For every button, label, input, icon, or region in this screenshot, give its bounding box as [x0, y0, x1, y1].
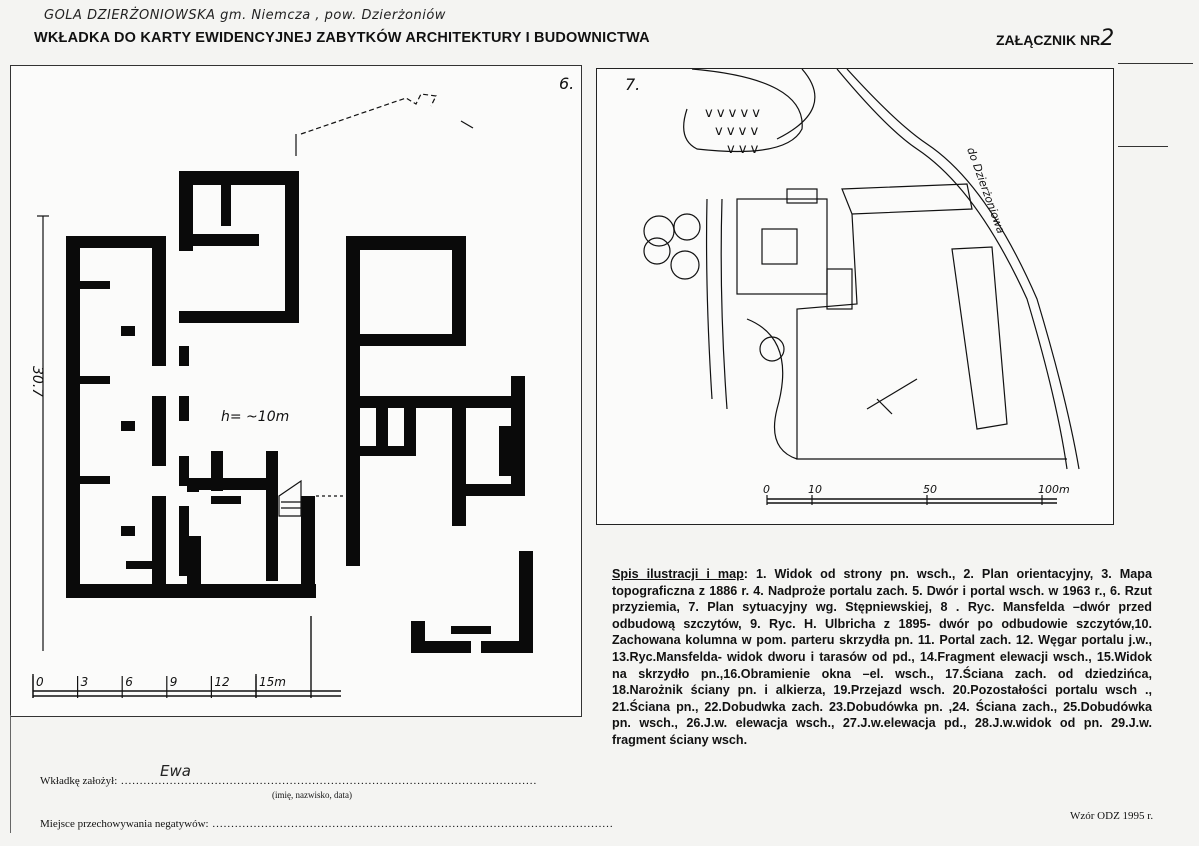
scale-tick-label: 10 — [808, 483, 822, 496]
figure-6-floor-plan — [10, 65, 582, 717]
height-note: h= ~10m — [221, 409, 290, 425]
handwritten-location: GOLA DZIERŻONIOWSKA gm. Niemcza , pow. Dzierżoniów — [44, 8, 446, 23]
dimension-label: 30.7 — [29, 366, 45, 398]
form-frame — [10, 715, 581, 833]
scale-tick-label: 6 — [125, 675, 133, 689]
founder-hint: (imię, nazwisko, data) — [272, 790, 352, 800]
margin-rule — [1118, 63, 1193, 64]
scale-tick-label: 15m — [259, 675, 286, 689]
site-plan-drawing — [597, 69, 1113, 524]
figure-6-number: 6. — [559, 74, 575, 93]
scale-tick-label: 12 — [214, 675, 230, 689]
founder-label: Wkładkę założył: — [40, 775, 118, 787]
floor-plan-drawing — [11, 66, 581, 716]
figure-7-site-plan — [596, 68, 1114, 525]
illustration-list-lead: Spis ilustracji i map — [612, 567, 744, 581]
road-label: do Dzierżoniowa — [964, 145, 1008, 236]
attachment-label — [996, 26, 1114, 51]
margin-rule — [1118, 146, 1168, 147]
svg-text:v v v v v: v v v v v — [705, 106, 760, 121]
founder-value: Ewa — [160, 762, 191, 780]
page-title: WKŁADKA DO KARTY EWIDENCYJNEJ ZABYTKÓW ARCHITEKTURY I BUDOWNICTWA — [34, 30, 650, 46]
negatives-label: Miejsce przechowywania negatywów: — [40, 818, 209, 830]
svg-text:v v v v: v v v v — [715, 124, 759, 139]
scale-tick-label: 50 — [923, 483, 937, 496]
founder-row: Wkładkę założył: ............................................................................................................... — [40, 775, 538, 787]
illustration-list — [612, 566, 1152, 749]
attachment-number: 2 — [1100, 26, 1115, 51]
figure-7-number: 7. — [625, 75, 641, 94]
scale-tick-label: 3 — [80, 675, 89, 689]
scale-tick-label: 0 — [763, 483, 770, 496]
scale-tick-label: 100m — [1038, 483, 1070, 496]
negatives-row: Miejsce przechowywania negatywów: ........................................................................................................... — [40, 818, 614, 830]
form-template-mark: Wzór ODZ 1995 r. — [1070, 810, 1154, 822]
scale-tick-label: 9 — [169, 675, 178, 689]
illustration-list-text: : 1. Widok od strony pn. wsch., 2. Plan orientacyjny, 3. Mapa topograficzna z 1886 r. 4. Nadproże portalu zach. 5. Dwór i portal wsch. w 1963 r., 6. Rzut przyziemia, 7. Plan sytuacyjny wg. Stępniewskiej, 8 . Ryc. Mansfelda –dwór przed odbudową szczytów, 9. Ryc. H. Ulbricha z 1895- dwór po odbudowie szczytów,10. Zachowana kolumna w pom. parteru skrzydła pn. 11. Portal zach. 12. Węgar portalu j.w., 13.Ryc.Mansfelda- widok dworu i tarasów od pd., 14.Fragment elewacji wsch., 15.Widok na skrzydło pn.,16.Obramienie okna –el. wsch., 17.Ściana zach. od dziedzińca, 18.Narożnik ściany pn. i alkierza, 19.Przejazd wsch. 20.Pozostałości portalu wsch ., 21.Ściana pn., 22.Dobudwka zach. 23.Dobudówka pn. ,24. Ściana zach., 25.Dobudówka pn. wsch., 26.J.w. elewacja wsch., 27.J.w.elewacja pd., 28.J.w.widok od pn. 29.J.w. fragment ściany wsch. — [612, 567, 1152, 747]
scale-tick-label: 0 — [36, 675, 44, 689]
attachment-label-text: ZAŁĄCZNIK NR — [996, 32, 1101, 48]
svg-text:v v v: v v v — [727, 142, 759, 157]
